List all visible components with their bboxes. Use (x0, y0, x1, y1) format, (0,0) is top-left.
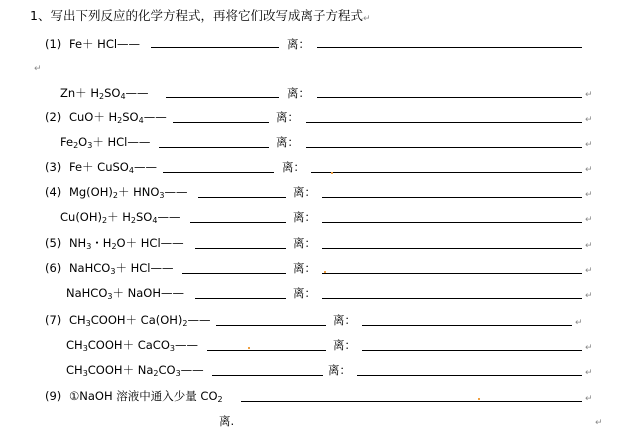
exercise-title (30, 9, 371, 23)
equation-blank[interactable] (190, 222, 286, 223)
reactant: ＋ HCl—— (82, 37, 141, 51)
subscript: 2 (117, 116, 123, 125)
ion-equation-blank[interactable] (306, 122, 582, 123)
equation-blank[interactable] (241, 401, 582, 402)
reaction-6-equation (45, 261, 173, 275)
ion-equation-blank[interactable] (322, 248, 582, 249)
subscript: 3 (85, 319, 91, 328)
subscript: 2 (111, 242, 117, 251)
subscript: 3 (110, 267, 116, 276)
ion-label: 离： (293, 261, 316, 275)
question-number: (9) (45, 389, 62, 403)
ion-equation-blank[interactable] (322, 298, 582, 299)
reactant: CH (66, 338, 83, 352)
ion-label: 离： (333, 313, 356, 327)
arrow-dash: —— (133, 160, 157, 174)
paragraph-mark: ↵ (585, 115, 593, 125)
question-number: (6) (45, 261, 62, 275)
subscript: 2 (73, 141, 79, 150)
reactant: CuO (68, 110, 94, 124)
ion-equation-blank[interactable] (357, 375, 582, 376)
subscript: 2 (153, 369, 159, 378)
reactant: ＋ HNO (117, 185, 160, 199)
subscript: 3 (87, 141, 93, 150)
reaction-2-equation (45, 110, 167, 124)
reactant: ＋ H (93, 110, 118, 124)
subscript: 2 (98, 92, 105, 101)
equation-blank[interactable] (207, 350, 326, 351)
reactant: ＋ Na (122, 363, 154, 377)
question-text: ①NaOH 溶液中通入少量 CO (68, 389, 218, 403)
reaction-fe2o3-equation (60, 135, 150, 149)
subscript: 2 (130, 216, 136, 225)
paragraph-mark: ↵ (585, 394, 593, 404)
paragraph-mark: ↵ (585, 343, 593, 353)
ion-label: 离. (219, 414, 235, 428)
reactant: ＋ H (75, 86, 99, 100)
equation-blank[interactable] (195, 248, 286, 249)
question-number: (4) (45, 185, 62, 199)
reactant: Mg(OH) (68, 185, 113, 199)
reaction-1-equation (45, 37, 140, 51)
subscript: 4 (128, 166, 134, 175)
subscript: 3 (159, 191, 165, 200)
ink-speck (248, 347, 250, 349)
reactant: NH (68, 236, 87, 250)
equation-blank[interactable] (182, 273, 286, 274)
equation-blank[interactable] (212, 375, 323, 376)
ion-label: 离： (287, 37, 310, 51)
paragraph-mark: ↵ (595, 418, 603, 428)
subscript: 2 (182, 319, 188, 328)
ink-speck (324, 271, 326, 273)
reaction-5-equation (45, 236, 184, 250)
ion-equation-blank[interactable] (306, 147, 582, 148)
equation-blank[interactable] (173, 122, 269, 123)
equation-blank[interactable] (166, 97, 279, 98)
paragraph-mark: ↵ (585, 368, 593, 378)
ion-label: 离： (328, 363, 351, 377)
subscript: 3 (107, 292, 113, 301)
subscript: 3 (86, 242, 92, 251)
ion-label: 离： (293, 286, 316, 300)
paragraph-mark: ↵ (362, 14, 371, 24)
paragraph-mark: ↵ (585, 266, 593, 276)
reaction-cuoh2-equation (60, 210, 180, 224)
reactant: ＋ NaOH—— (112, 286, 184, 300)
subscript: 2 (102, 216, 108, 225)
reaction-nahco3-naoh-equation (66, 286, 184, 300)
ion-equation-blank[interactable] (322, 273, 582, 274)
ion-equation-blank[interactable] (311, 172, 582, 173)
reaction-7-equation (45, 313, 211, 327)
reactant: Fe (68, 37, 83, 51)
reactant: ・H (91, 236, 112, 250)
equation-blank[interactable] (195, 298, 286, 299)
ion-label: 离： (276, 110, 299, 124)
reactant: CH (68, 313, 86, 327)
reactant: NaHCO (68, 261, 111, 275)
equation-blank[interactable] (163, 172, 274, 173)
paragraph-mark: ↵ (575, 318, 583, 328)
ion-equation-blank[interactable] (322, 197, 582, 198)
equation-blank[interactable] (216, 325, 326, 326)
reactant: ＋ H (107, 210, 131, 224)
reactant: O (116, 236, 126, 250)
reactant: COOH (90, 313, 126, 327)
subscript: 3 (175, 369, 181, 378)
ink-speck (478, 398, 480, 400)
arrow-dash: —— (187, 313, 211, 327)
ion-label: 离： (293, 185, 316, 199)
equation-blank[interactable] (151, 47, 279, 48)
ion-label: 离： (276, 135, 299, 149)
subscript: 4 (138, 116, 144, 125)
equation-blank[interactable] (198, 197, 286, 198)
arrow-dash: —— (157, 210, 181, 224)
reaction-ch3cooh-na2co3-equation (66, 363, 204, 377)
arrow-dash: —— (164, 185, 188, 199)
reactant: NaHCO (66, 286, 108, 300)
reactant: SO (136, 210, 153, 224)
reactant: Zn (60, 86, 76, 100)
reactant: ＋ Ca(OH) (125, 313, 183, 327)
ion-label: 离： (333, 338, 356, 352)
reaction-ch3cooh-caco3-equation (66, 338, 198, 352)
reactant: ＋ HCl—— (92, 135, 151, 149)
reaction-9-equation (45, 389, 223, 403)
subscript: 3 (82, 344, 88, 353)
paragraph-mark: ↵ (34, 64, 42, 74)
paragraph-mark: ↵ (585, 140, 593, 150)
reactant: COOH (87, 363, 123, 377)
reactant: ＋ HCl—— (115, 261, 174, 275)
arrow-dash: —— (125, 86, 149, 100)
question-number: (3) (45, 160, 62, 174)
subscript: 3 (82, 369, 88, 378)
ion-equation-blank[interactable] (322, 222, 582, 223)
reactant: ＋ CuSO (82, 160, 129, 174)
question-number: (5) (45, 236, 62, 250)
ion-equation-blank[interactable] (317, 97, 582, 98)
paragraph-mark: ↵ (585, 90, 593, 100)
subscript: 4 (120, 92, 126, 101)
paragraph-mark: ↵ (585, 190, 593, 200)
arrow-dash: —— (180, 363, 204, 377)
paragraph-mark: ↵ (585, 291, 593, 301)
reactant: SO (104, 86, 121, 100)
question-number: (1) (45, 37, 62, 51)
reaction-4-equation (45, 185, 188, 199)
ion-label: 离： (282, 160, 305, 174)
question-number: (2) (45, 110, 62, 124)
arrow-dash: —— (174, 338, 198, 352)
ion-equation-blank[interactable] (362, 350, 582, 351)
paragraph-mark: ↵ (585, 165, 593, 175)
reactant: Fe (60, 135, 74, 149)
equation-blank[interactable] (159, 147, 269, 148)
ion-equation-blank[interactable] (362, 325, 572, 326)
ion-label: 离： (293, 210, 316, 224)
reactant: ＋ HCl—— (125, 236, 184, 250)
title-text: 1、写出下列反应的化学方程式，再将它们改写成离子方程式 (30, 8, 363, 23)
arrow-dash: —— (143, 110, 167, 124)
question-number: (7) (45, 313, 62, 327)
reactant: ＋ CaCO (122, 338, 170, 352)
reactant: Fe (68, 160, 83, 174)
ink-speck (331, 172, 333, 174)
subscript: 4 (152, 216, 158, 225)
ion-equation-blank[interactable] (317, 47, 582, 48)
subscript: 3 (169, 344, 175, 353)
subscript: 2 (217, 395, 223, 404)
ion-label: 离： (293, 236, 316, 250)
reaction-3-equation (45, 160, 157, 174)
subscript: 2 (112, 191, 118, 200)
reactant: CO (158, 363, 176, 377)
paragraph-mark: ↵ (585, 215, 593, 225)
reactant: CH (66, 363, 83, 377)
reactant: Cu(OH) (60, 210, 102, 224)
ion-label: 离： (287, 86, 310, 100)
reactant: COOH (87, 338, 123, 352)
reaction-zn-equation (60, 86, 149, 100)
paragraph-mark: ↵ (585, 241, 593, 251)
reactant: O (78, 135, 88, 149)
reactant: SO (122, 110, 139, 124)
